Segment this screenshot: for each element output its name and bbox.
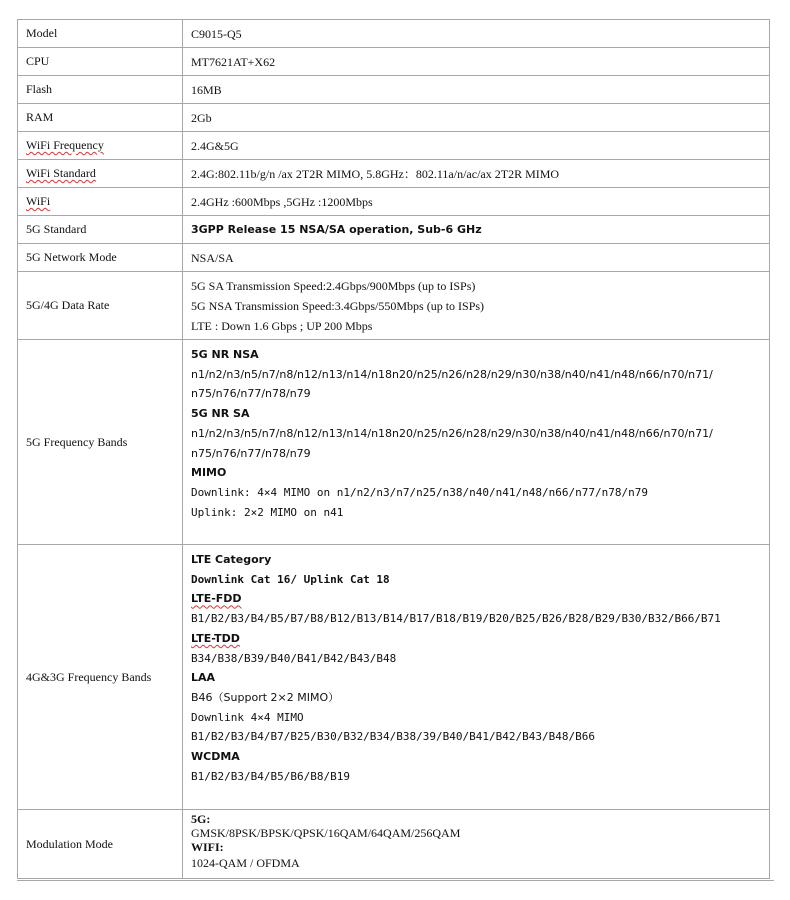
row-label	[18, 160, 183, 187]
row-label: 4G&3G Frequency Bands	[18, 545, 183, 809]
row-label: Model	[18, 20, 183, 47]
value-line: MT7621AT+X62	[191, 54, 276, 69]
bottom-rule	[17, 880, 774, 881]
value-line	[191, 589, 769, 609]
row-value	[183, 545, 769, 809]
table-row	[17, 215, 770, 243]
row-label: RAM	[18, 104, 183, 131]
row-value	[183, 216, 769, 243]
table-row	[17, 243, 770, 271]
row-label-text: WiFi	[26, 194, 51, 208]
row-value	[183, 160, 769, 187]
row-label: 5G Network Mode	[18, 244, 183, 271]
table-row	[17, 187, 770, 215]
row-value	[183, 272, 769, 339]
row-label: 5G/4G Data Rate	[18, 272, 183, 339]
value-line: 5G NR SA	[191, 407, 250, 421]
value-line: 2.4G&5G	[191, 138, 239, 153]
row-value	[183, 20, 769, 47]
value-line: n1/n2/n3/n5/n7/n8/n12/n13/n14/n18n20/n25/n26/n28/n29/n30/n38/n40/n41/n48/n66/n70/n71/	[191, 367, 713, 381]
row-label	[18, 132, 183, 159]
value-line: LTE : Down 1.6 Gbps ; UP 200 Mbps	[191, 318, 373, 333]
value-line: 5G NR NSA	[191, 348, 259, 361]
value-line: WIFI:	[191, 840, 224, 854]
row-label: Modulation Mode	[18, 810, 183, 878]
value-line: B46（Support 2×2 MIMO）	[191, 690, 340, 704]
value-line: 3GPP Release 15 NSA/SA operation, Sub-6 GHz	[191, 222, 482, 236]
value-line: 2.4GHz :600Mbps ,5GHz :1200Mbps	[191, 194, 373, 209]
table-row	[17, 809, 770, 879]
row-value	[183, 244, 769, 271]
value-line: B1/B2/B3/B4/B7/B25/B30/B32/B34/B38/39/B40/B41/B42/B43/B48/B66	[191, 730, 595, 744]
table-row	[17, 544, 770, 809]
table-row	[17, 103, 770, 131]
table-row	[17, 19, 770, 47]
table-row	[17, 47, 770, 75]
value-line: B1/B2/B3/B4/B5/B7/B8/B12/B13/B14/B17/B18/B19/B20/B25/B26/B28/B29/B30/B32/B66/B71	[191, 612, 721, 626]
value-line: 5G NSA Transmission Speed:3.4Gbps/550Mbps (up to ISPs)	[191, 298, 485, 313]
row-value	[183, 76, 769, 103]
row-label: Flash	[18, 76, 183, 103]
spec-table	[17, 19, 770, 879]
value-line: 1024-QAM / OFDMA	[191, 856, 300, 870]
row-value	[183, 340, 769, 544]
row-label: 5G Frequency Bands	[18, 340, 183, 544]
value-line: MIMO	[191, 466, 227, 480]
value-line: Downlink 4×4 MIMO	[191, 710, 304, 724]
table-row	[17, 271, 770, 339]
row-label: CPU	[18, 48, 183, 75]
value-line: Downlink Cat 16/ Uplink Cat 18	[191, 572, 390, 586]
row-value	[183, 810, 769, 878]
row-value	[183, 48, 769, 75]
value-line: LAA	[191, 671, 216, 685]
value-line: GMSK/8PSK/BPSK/QPSK/16QAM/64QAM/256QAM	[191, 826, 461, 840]
value-line: 16MB	[191, 82, 222, 97]
value-line: WCDMA	[191, 750, 240, 764]
value-line: n75/n76/n77/n78/n79	[191, 446, 311, 460]
value-line: 5G SA Transmission Speed:2.4Gbps/900Mbps (up to ISPs)	[191, 278, 476, 293]
value-line: LTE Category	[191, 553, 272, 566]
value-line: 2.4G:802.11b/g/n /ax 2T2R MIMO, 5.8GHz：802.11a/n/ac/ax 2T2R MIMO	[191, 166, 560, 181]
value-line	[191, 629, 769, 649]
row-value	[183, 104, 769, 131]
value-line: n75/n76/n77/n78/n79	[191, 387, 311, 401]
value-line: Uplink: 2×2 MIMO on n41	[191, 505, 344, 519]
row-label-text: WiFi Standard	[26, 166, 96, 180]
value-line-text: LTE-TDD	[191, 631, 240, 645]
row-value	[183, 132, 769, 159]
value-line: Downlink: 4×4 MIMO on n1/n2/n3/n7/n25/n38/n40/n41/n48/n66/n77/n78/n79	[191, 485, 648, 499]
row-label	[18, 188, 183, 215]
value-line: B1/B2/B3/B4/B5/B6/B8/B19	[191, 769, 350, 783]
value-line: 2Gb	[191, 110, 212, 125]
value-line: n1/n2/n3/n5/n7/n8/n12/n13/n14/n18n20/n25/n26/n28/n29/n30/n38/n40/n41/n48/n66/n70/n71/	[191, 426, 713, 440]
table-row	[17, 75, 770, 103]
table-row	[17, 339, 770, 544]
row-label: 5G Standard	[18, 216, 183, 243]
value-line-text: LTE-FDD	[191, 592, 242, 606]
row-label-text: WiFi Frequency	[26, 138, 104, 152]
table-row	[17, 131, 770, 159]
value-line: NSA/SA	[191, 250, 234, 265]
value-line: 5G:	[191, 812, 211, 826]
value-line: B34/B38/B39/B40/B41/B42/B43/B48	[191, 651, 397, 665]
table-row	[17, 159, 770, 187]
row-value	[183, 188, 769, 215]
value-line: C9015-Q5	[191, 26, 242, 41]
